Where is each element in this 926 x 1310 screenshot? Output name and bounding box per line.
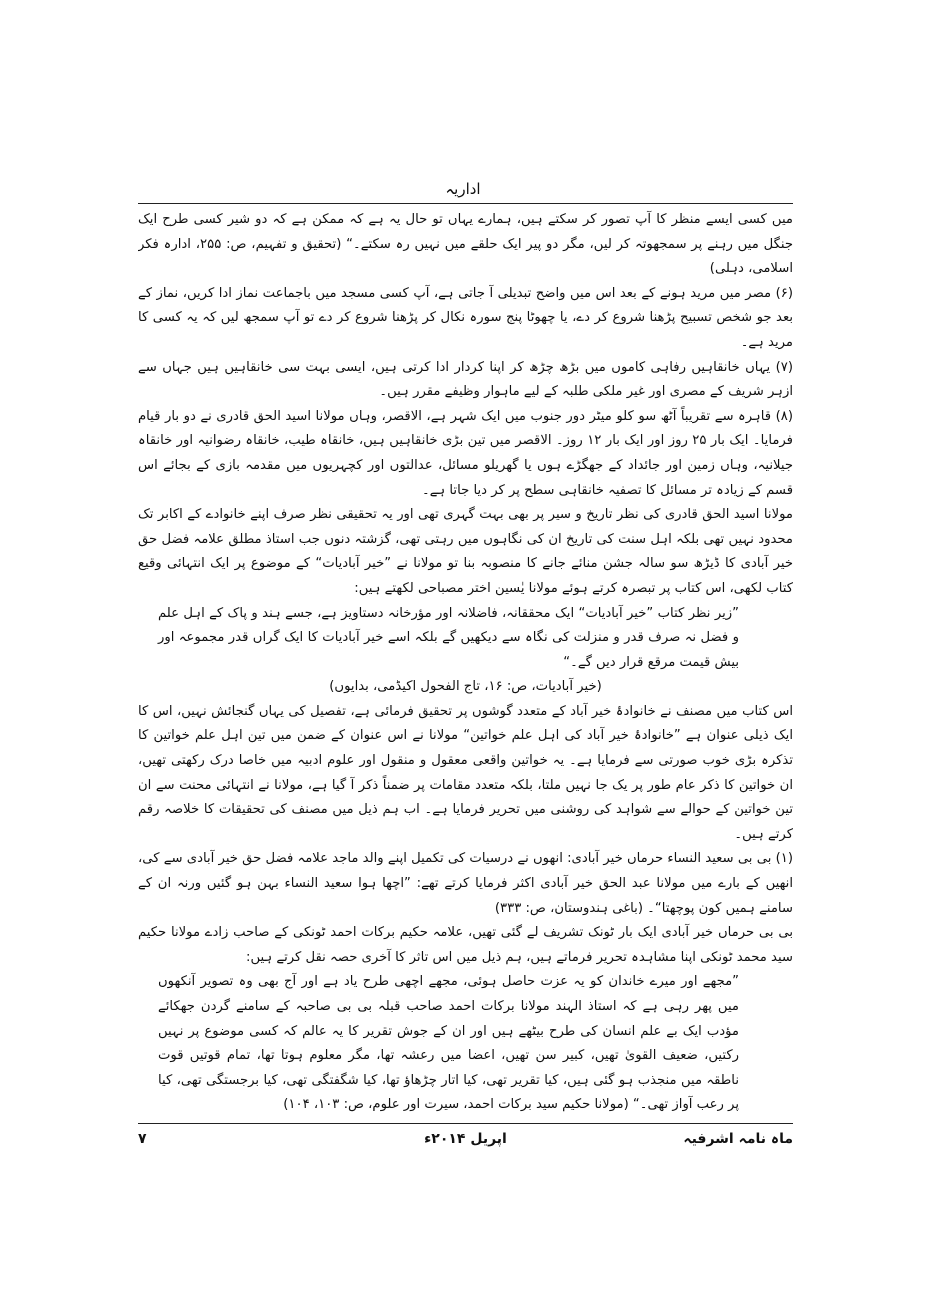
paragraph: اس کتاب میں مصنف نے خانوادۂ خیر آباد کے متعدد گوشوں پر تحقیق فرمائی ہے، تفصیل کی یہاں گنجائش نہیں، اس کا ایک ذیلی عنوان ہے ”خانوادۂ خیر آباد کی اہل علم خواتین“ مولانا نے اس عنوان کے ضمن میں تین اہل علم خواتین کا تذکرہ بڑی خوب صورتی سے فرمایا ہے۔ یہ خواتین واقعی معقول و منقول اور علوم ادبیہ میں خاصا درک رکھتی تھیں، ان خواتین کا ذکر عام طور پر یک جا نہیں ملتا، بلکہ متعدد مقامات پر ضمناً ذکر آ گیا ہے، مولانا نے انتہائی محنت سے ان تین خواتین کے حوالے سے شواہد کی روشنی میں تحریر فرمایا ہے۔ اب ہم ذیل میں مصنف کی تحقیقات کا خلاصہ رقم کرتے ہیں۔	[138, 703, 793, 842]
footer-rule	[138, 1123, 793, 1124]
paragraph: (۶) مصر میں مرید ہونے کے بعد اس میں واضح تبدیلی آ جاتی ہے، آپ کسی مسجد میں باجماعت نماز ادا کریں، نماز کے بعد جو شخص تسبیح پڑھنا شروع کر دے، یا چھوٹا پنج سورہ نکال کر پڑھنا شروع کر دے تو آپ سمجھ لیں کہ یہ کسی کا مرید ہے۔	[138, 285, 793, 350]
block-quote: ”مجھے اور میرے خاندان کو یہ عزت حاصل ہوئی، مجھے اچھی طرح یاد ہے اور آج بھی وہ تصویر آنکھوں میں پھر رہی ہے کہ استاذ الہند مولانا برکات احمد صاحب قبلہ بی بی صاحبہ کے سامنے گردن جھکائے مؤدب ایک بے علم انسان کی طرح بیٹھے ہیں اور ان کے جوش تقریر کا یہ عالم کہ کسی موضوع پر نہیں رکتیں، ضعیف القویٰ تھیں، کبیر سن تھیں، اعضا میں رعشہ تھا، مگر معلوم ہوتا تھا، تمام قوتیں قوت ناطقہ میں منجذب ہو گئی ہیں، کیا تقریر تھی، کیا اتار چڑھاؤ تھا، کیا شگفتگی تھی، کیا برجستگی تھی، کیا پر رعب آواز تھی۔“ (مولانا حکیم سید برکات احمد، سیرت اور علوم، ص: ۱۰۳، ۱۰۴)	[158, 974, 739, 1113]
running-title: اداریہ	[445, 180, 481, 198]
paragraph: بی بی حرماں خیر آبادی ایک بار ٹونک تشریف لے گئی تھیں، علامہ حکیم برکات احمد ٹونکی کے صاحب زادے مولانا حکیم سید محمد ٹونکی اپنا مشاہدہ تحریر فرماتے ہیں، ہم ذیل میں اس تاثر کا آخری حصہ نقل کرتے ہیں:	[138, 925, 793, 965]
quote-citation: (خیر آبادیات، ص: ۱۶، تاج الفحول اکیڈمی، بدایوں)	[329, 679, 602, 695]
header-rule	[138, 203, 793, 204]
block-quote: ”زیر نظر کتاب ”خیر آبادیات“ ایک محققانہ، فاضلانہ اور مؤرخانہ دستاویز ہے، جسے ہند و پاک کے اہل علم و فضل نہ صرف قدر و منزلت کی نگاہ سے دیکھیں گے بلکہ اسے خیر آبادیات کا ایک گراں قدر مجموعہ اور بیش قیمت مرقع قرار دیں گے۔“	[158, 605, 739, 670]
issue-date: اپریل ۲۰۱۴ء	[424, 1131, 507, 1147]
page-footer	[138, 1131, 793, 1153]
paragraph: مولانا اسید الحق قادری کی نظر تاریخ و سیر پر بھی بہت گہری تھی اور یہ تحقیقی نظر صرف اپنے خانوادے کے اکابر تک محدود نہیں تھی بلکہ اہل سنت کی تاریخ ان کی نگاہوں میں رہتی تھی، گزشتہ دنوں جب استاذ مطلق علامہ فضل حق خیر آبادی کا ڈیڑھ سو سالہ جشن منائے جانے کا منصوبہ بنا تو مولانا نے ”خیر آبادیات“ کے موضوع پر ایک انتہائی وقیع کتاب لکھی، اس کتاب پر تبصرہ کرتے ہوئے مولانا یٰسین اختر مصباحی لکھتے ہیں:	[138, 507, 793, 596]
magazine-name: ماہ نامہ اشرفیہ	[683, 1131, 793, 1147]
paragraph: میں کسی ایسے منظر کا آپ تصور کر سکتے ہیں، ہمارے یہاں تو حال یہ ہے کہ ممکن ہے کہ دو شیر کسی طرح ایک جنگل میں رہنے پر سمجھوتہ کر لیں، مگر دو پیر ایک حلقے میں نہیں رہ سکتے۔“ (تحقیق و تفہیم، ص: ۲۵۵، ادارہ فکر اسلامی، دہلی)	[138, 212, 793, 277]
article-body	[138, 208, 793, 1113]
paragraph: (۸) قاہرہ سے تقریباً آٹھ سو کلو میٹر دور جنوب میں ایک شہر ہے، الاقصر، وہاں مولانا اسید الحق قادری نے دو بار قیام فرمایا۔ ایک بار ۲۵ روز اور ایک بار ۱۲ روز۔ الاقصر میں تین بڑی خانقاہیں ہیں، خانقاہ طیب، خانقاہ رضوانیہ اور خانقاہ جیلانیہ، وہاں زمین اور جائداد کے جھگڑے ہوں یا گھریلو مسائل، عدالتوں اور کچہریوں میں مقدمہ بازی کے بجائے اس قسم کے زیادہ تر مسائل کا تصفیہ خانقاہی سطح پر کر دیا جاتا ہے۔	[138, 408, 793, 498]
page-number: ۷	[138, 1131, 147, 1147]
paragraph: (۱) بی بی سعید النساء حرماں خیر آبادی: انھوں نے درسیات کی تکمیل اپنے والد ماجد علامہ فضل حق خیر آبادی سے کی، انھیں کے بارے میں مولانا عبد الحق خیر آبادی اکثر فرمایا کرتے تھے: ”اچھا ہوا سعید النساء بہن ہو گئیں ورنہ ان کے سامنے ہمیں کون پوچھتا“۔ (باغی ہندوستان، ص: ۳۳۳)	[138, 851, 793, 916]
paragraph: (۷) یہاں خانقاہیں رفاہی کاموں میں بڑھ چڑھ کر اپنا کردار ادا کرتی ہیں، ایسی بہت سی خانقاہیں ہیں جہاں سے ازہر شریف کے مصری اور غیر ملکی طلبہ کے لیے ماہوار وظیفے مقرر ہیں۔	[138, 359, 793, 400]
